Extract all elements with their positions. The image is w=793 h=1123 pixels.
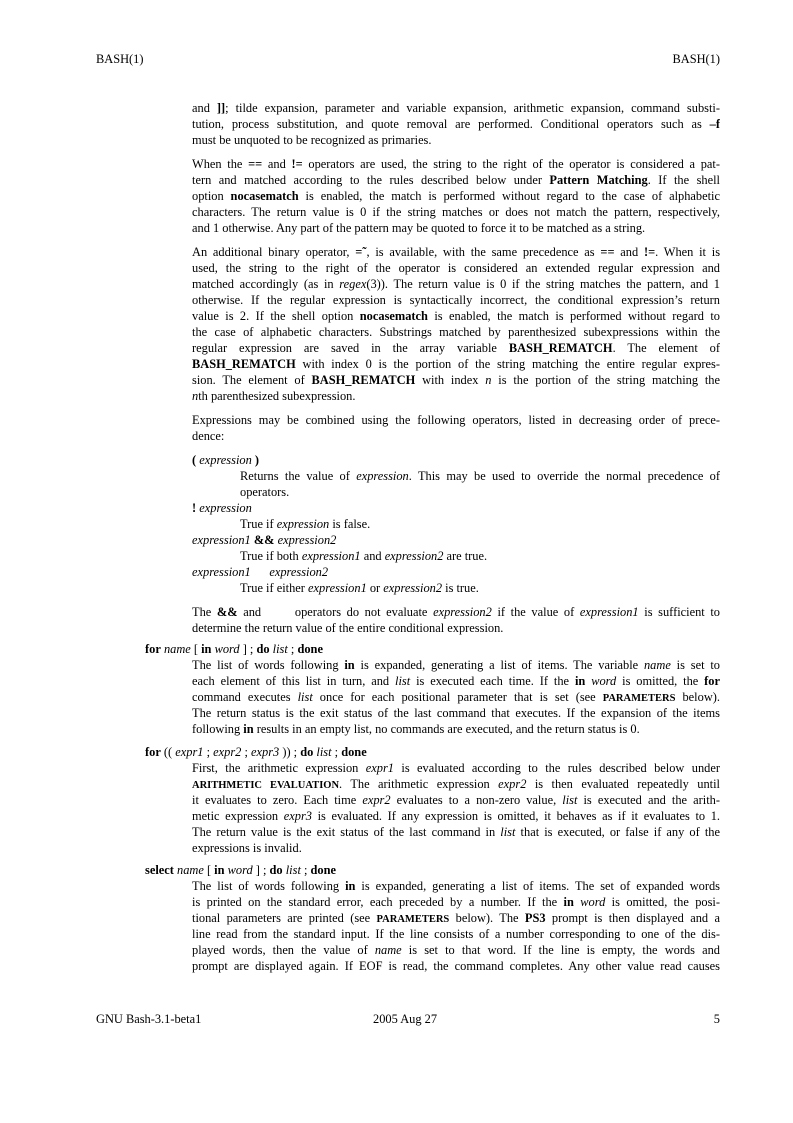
text-line: expression1 expression2 (192, 565, 329, 579)
text-line: operators. (240, 485, 290, 499)
text-line: value is 2. If the shell option nocasematch is enabled, the match is performed without regard to (192, 309, 720, 323)
text-line: otherwise. If the regular expression is syntactically incorrect, the conditional expression’s return (192, 293, 720, 307)
text-line: select name [ in word ] ; do list ; done (145, 863, 337, 877)
text-line: for name [ in word ] ; do list ; done (145, 642, 323, 656)
text-line: following in results in an empty list, no commands are executed, and the return status is 0. (192, 722, 640, 736)
text-line: The && and operators do not evaluate expression2 if the value of expression1 is sufficient to (192, 605, 720, 619)
text-line: must be unquoted to be recognized as primaries. (192, 133, 432, 147)
text-line: BASH_REMATCH with index 0 is the portion of the string matching the entire regular expres- (192, 357, 720, 371)
text-line: dence: (192, 429, 225, 443)
text-line: An additional binary operator, =˜, is available, with the same precedence as == and !=. When it is (192, 245, 720, 259)
text-line: ARITHMETIC EVALUATION. The arithmetic expression expr2 is then evaluated repeatedly until (192, 777, 720, 791)
text-line: expression1 && expression2 (192, 533, 337, 547)
text-line: tution, process substitution, and quote removal are performed. Conditional operators such as –f (192, 117, 720, 131)
header-left: BASH(1) (96, 52, 144, 66)
text-line: line read from the standard input. If the line consists of a number corresponding to one of the dis- (192, 927, 720, 941)
text-line: regular expression are saved in the array variable BASH_REMATCH. The element of (192, 341, 720, 355)
text-line: played words, then the value of name is set to that word. If the line is empty, the words and (192, 943, 720, 957)
text-line: True if either expression1 or expression2 is true. (240, 581, 479, 595)
text-line: ! expression (192, 501, 252, 515)
text-line: First, the arithmetic expression expr1 is evaluated according to the rules described below under (192, 761, 720, 775)
text-line: is printed on the standard error, each preceded by a number. If the in word is omitted, the posi- (192, 895, 720, 909)
page-header (96, 51, 720, 67)
footer-left: GNU Bash-3.1-beta1 (96, 1012, 202, 1026)
footer-center: 2005 Aug 27 (373, 1012, 438, 1026)
text-line: it evaluates to zero. Each time expr2 evaluates to a non-zero value, list is executed and the arith- (192, 793, 720, 807)
text-line: prompt are displayed again. If EOF is read, the command completes. Any other value read causes (192, 959, 720, 973)
text-line: option nocasematch is enabled, the match is performed without regard to the case of alphabetic (192, 189, 720, 203)
text-line: each element of this list in turn, and list is executed each time. If the in word is omitted, the for (192, 674, 720, 688)
text-line: tern and matched according to the rules described below under Pattern Matching. If the shell (192, 173, 720, 187)
text-line: characters. The return value is 0 if the string matches or does not match the pattern, respectively, (192, 205, 720, 219)
text-line: The return status is the exit status of the last command that executes. If the expansion of the items (192, 706, 720, 720)
text-line: matched accordingly (as in regex(3)). The return value is 0 if the string matches the pattern, and 1 (192, 277, 720, 291)
text-line: the case of alphabetic characters. Substrings matched by parenthesized subexpressions within the (192, 325, 720, 339)
text-line: determine the return value of the entire conditional expression. (192, 621, 504, 635)
header-right: BASH(1) (672, 52, 720, 66)
text-line: for (( expr1 ; expr2 ; expr3 )) ; do list ; done (145, 745, 367, 759)
text-line: command executes list once for each positional parameter that is set (see PARAMETERS below). (192, 690, 720, 704)
text-line: and 1 otherwise. Any part of the pattern may be quoted to force it to be matched as a string. (192, 221, 646, 235)
text-line: The return value is the exit status of the last command in list that is executed, or false if any of the (192, 825, 720, 839)
text-line: True if expression is false. (240, 517, 371, 531)
text-line: The list of words following in is expanded, generating a list of items. The variable name is set to (192, 658, 720, 672)
text-line: expressions is invalid. (192, 841, 302, 855)
footer-page-number: 5 (713, 1012, 720, 1026)
text-line: ( expression ) (192, 453, 260, 467)
text-line: sion. The element of BASH_REMATCH with index n is the portion of the string matching the (192, 373, 720, 387)
page-footer (96, 1011, 720, 1027)
text-line: tional parameters are printed (see PARAMETERS below). The PS3 prompt is then displayed and a (192, 911, 720, 925)
text-line: Returns the value of expression. This may be used to override the normal precedence of (240, 469, 720, 483)
text-line: used, the string to the right of the operator is considered an extended regular expression and (192, 261, 720, 275)
text-line: and ]]; tilde expansion, parameter and variable expansion, arithmetic expansion, command substi- (192, 101, 720, 115)
text-line: True if both expression1 and expression2 are true. (240, 549, 488, 563)
text-line: The list of words following in is expanded, generating a list of items. The set of expanded words (192, 879, 720, 893)
text-line: nth parenthesized subexpression. (192, 389, 356, 403)
text-line: metic expression expr3 is evaluated. If any expression is omitted, it behaves as if it evaluates to 1. (192, 809, 720, 823)
text-line: Expressions may be combined using the following operators, listed in decreasing order of prece- (192, 413, 720, 427)
text-line: When the == and != operators are used, the string to the right of the operator is considered a pat- (192, 157, 720, 171)
